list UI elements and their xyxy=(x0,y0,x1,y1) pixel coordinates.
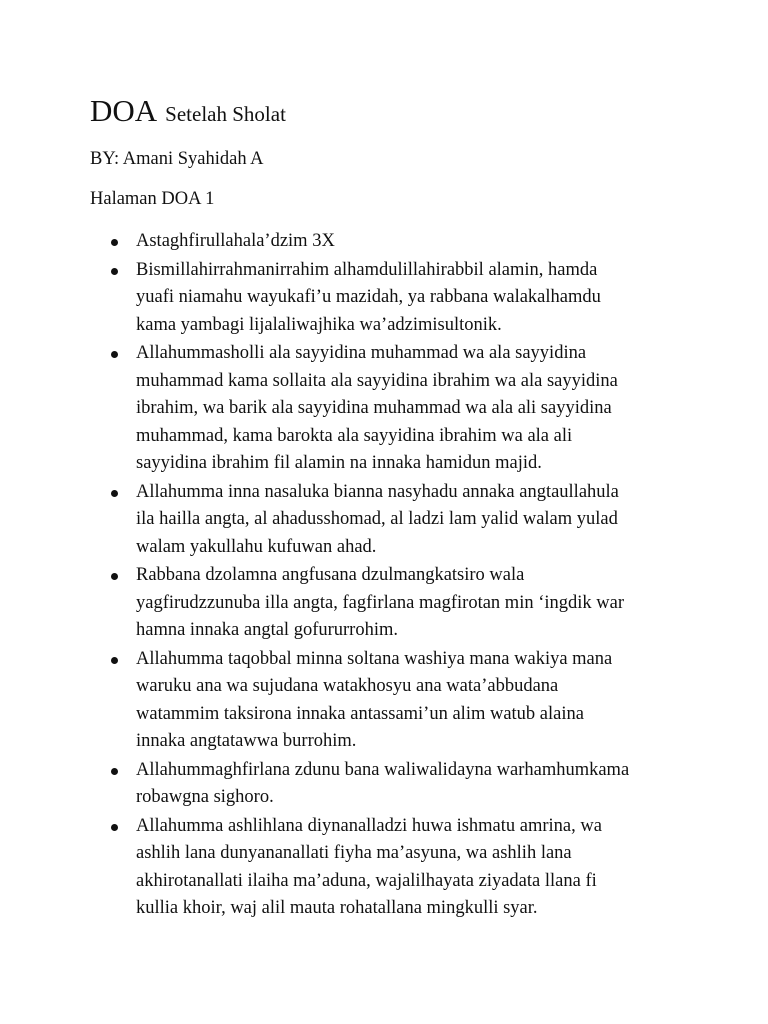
prayer-line: Astaghfirullahala’dzim 3X xyxy=(136,231,335,251)
prayer-line: Allahummasholli ala sayyidina muhammad wa ala sayyidina xyxy=(136,343,587,363)
prayer-line: ashlih lana dunyananallati fiyha ma’asyuna, wa ashlih lana xyxy=(136,843,572,863)
document-title xyxy=(90,94,286,126)
prayer-line: yuafi niamahu wayukafi’u mazidah, ya rabbana walakalhamdu xyxy=(136,287,601,307)
prayer-line: ila hailla angta, al ahadusshomad, al ladzi lam yalid walam yulad xyxy=(136,509,618,529)
prayer-item xyxy=(108,479,683,562)
prayer-item xyxy=(108,257,683,340)
prayer-line: ibrahim, wa barik ala sayyidina muhammad wa ala ali sayyidina xyxy=(136,398,612,418)
prayer-line: Allahumma inna nasaluka bianna nasyhadu annaka angtaullahula xyxy=(136,481,619,502)
prayer-line: Allahumma taqobbal minna soltana washiya mana wakiya mana xyxy=(136,648,613,669)
prayer-line: Rabbana dzolamna angfusana dzulmangkatsiro wala xyxy=(136,565,525,585)
prayer-line: yagfirudzzunuba illa angta, fagfirlana magfirotan min ‘ingdik war xyxy=(136,592,625,613)
prayer-line: robawgna sighoro. xyxy=(136,787,274,807)
bullet-icon xyxy=(111,824,118,831)
prayer-line: akhirotanallati ilaiha ma’aduna, wajalilhayata ziyadata llana fi xyxy=(136,870,597,891)
prayer-item xyxy=(108,228,683,256)
prayer-line: kama yambagi lijalaliwajhika wa’adzimisultonik. xyxy=(136,314,502,335)
prayer-item xyxy=(108,757,683,812)
prayer-line: kullia khoir, waj alil mauta rohatallana mingkulli syar. xyxy=(136,898,538,918)
prayer-line: muhammad kama sollaita ala sayyidina ibrahim wa ala sayyidina xyxy=(136,370,618,391)
bullet-icon xyxy=(111,268,118,275)
bullet-icon xyxy=(111,351,118,358)
prayer-item xyxy=(108,340,683,478)
prayer-line: hamna innaka angtal gofururrohim. xyxy=(136,620,398,640)
author-byline: BY: Amani Syahidah A xyxy=(90,149,264,169)
prayer-item xyxy=(108,813,683,923)
bullet-icon xyxy=(111,768,118,775)
prayer-line: waruku ana wa sujudana watakhosyu ana wata’abbudana xyxy=(136,676,559,696)
page-label: Halaman DOA 1 xyxy=(90,189,215,209)
title-subtitle: Setelah Sholat xyxy=(165,102,286,126)
prayer-line: Bismillahirrahmanirrahim alhamdulillahirabbil alamin, hamda xyxy=(136,259,598,280)
prayer-line: watammim taksirona innaka antassami’un alim watub alaina xyxy=(136,703,584,724)
prayer-list xyxy=(108,228,683,924)
prayer-item xyxy=(108,562,683,645)
bullet-icon xyxy=(111,490,118,497)
prayer-line: Allahumma ashlihlana diynanalladzi huwa ishmatu amrina, wa xyxy=(136,815,602,836)
prayer-line: sayyidina ibrahim fil alamin na innaka hamidun majid. xyxy=(136,453,542,473)
prayer-line: Allahummaghfirlana zdunu bana waliwalidayna warhamhumkama xyxy=(136,759,630,780)
title-main: DOA xyxy=(90,93,158,128)
prayer-line: innaka angtatawwa burrohim. xyxy=(136,731,357,751)
bullet-icon xyxy=(111,239,118,246)
bullet-icon xyxy=(111,573,118,580)
bullet-icon xyxy=(111,657,118,664)
prayer-line: muhammad, kama barokta ala sayyidina ibrahim wa ala ali xyxy=(136,425,573,446)
prayer-item xyxy=(108,646,683,756)
prayer-line: walam yakullahu kufuwan ahad. xyxy=(136,536,377,557)
